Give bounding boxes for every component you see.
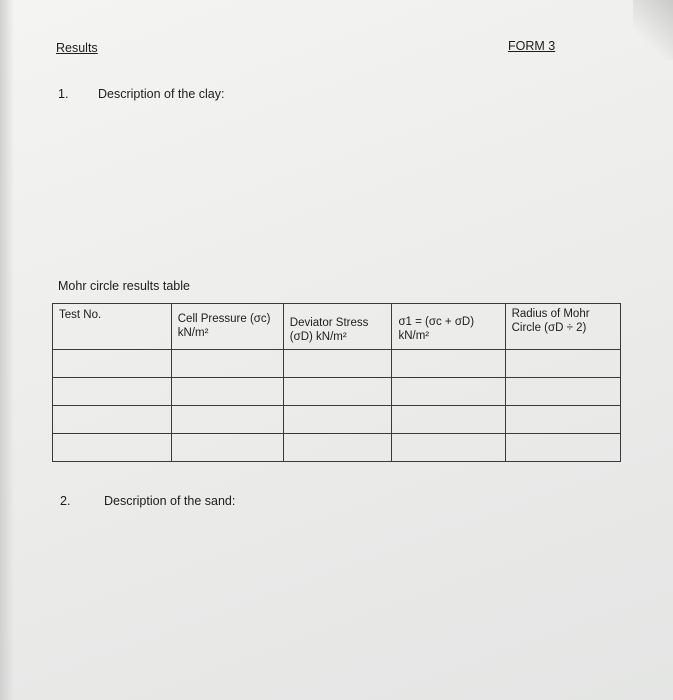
header-sigma-1-unit: kN/m² xyxy=(398,329,430,342)
table-cell[interactable] xyxy=(283,350,392,378)
table-cell[interactable] xyxy=(505,350,620,378)
header-cell-pressure xyxy=(171,304,283,350)
table-row xyxy=(53,434,621,462)
section-1-title: Description of the clay: xyxy=(98,87,225,101)
table-header-row xyxy=(53,304,621,350)
table-row xyxy=(53,378,621,406)
table-cell[interactable] xyxy=(53,350,172,378)
table-cell[interactable] xyxy=(392,406,505,434)
header-sigma-1 xyxy=(392,304,505,350)
header-test-no-label: Test No. xyxy=(59,309,102,321)
table-row xyxy=(53,350,621,378)
table-cell[interactable] xyxy=(505,434,620,462)
table-row xyxy=(53,406,621,434)
table-cell[interactable] xyxy=(171,378,283,406)
table-cell[interactable] xyxy=(53,434,172,462)
table-cell[interactable] xyxy=(171,434,283,462)
header-radius-formula: Circle (σD ÷ 2) xyxy=(511,321,587,334)
table-cell[interactable] xyxy=(283,434,392,462)
header-deviator-stress-label: Deviator Stress xyxy=(289,317,369,329)
table-cell[interactable] xyxy=(505,406,620,434)
section-1-number: 1. xyxy=(58,87,69,101)
table-cell[interactable] xyxy=(171,406,283,434)
table-cell[interactable] xyxy=(171,350,283,378)
table-cell[interactable] xyxy=(505,378,620,406)
table-caption: Mohr circle results table xyxy=(58,279,190,293)
table-cell[interactable] xyxy=(53,406,172,434)
section-2-title: Description of the sand: xyxy=(104,494,236,508)
header-radius-label: Radius of Mohr xyxy=(511,308,590,320)
table-cell[interactable] xyxy=(392,434,505,462)
form-label: FORM 3 xyxy=(508,39,556,53)
results-heading: Results xyxy=(56,41,98,55)
header-deviator-stress-unit: (σD) kN/m² xyxy=(289,330,347,343)
page-corner-fold xyxy=(633,0,673,60)
page-edge-shadow xyxy=(0,0,14,700)
header-cell-pressure-label: Cell Pressure (σc) xyxy=(177,313,271,325)
table-cell[interactable] xyxy=(283,378,392,406)
header-radius-mohr-circle xyxy=(505,304,620,350)
table-cell[interactable] xyxy=(283,406,392,434)
header-test-no xyxy=(53,304,172,350)
table-cell[interactable] xyxy=(392,378,505,406)
mohr-circle-results-table xyxy=(52,303,621,462)
header-deviator-stress xyxy=(283,304,392,350)
table-cell[interactable] xyxy=(392,350,505,378)
section-2-number: 2. xyxy=(60,494,71,508)
table-cell[interactable] xyxy=(53,378,172,406)
header-sigma-1-formula: σ1 = (σc + σD) xyxy=(398,316,475,328)
header-cell-pressure-unit: kN/m² xyxy=(177,326,209,339)
